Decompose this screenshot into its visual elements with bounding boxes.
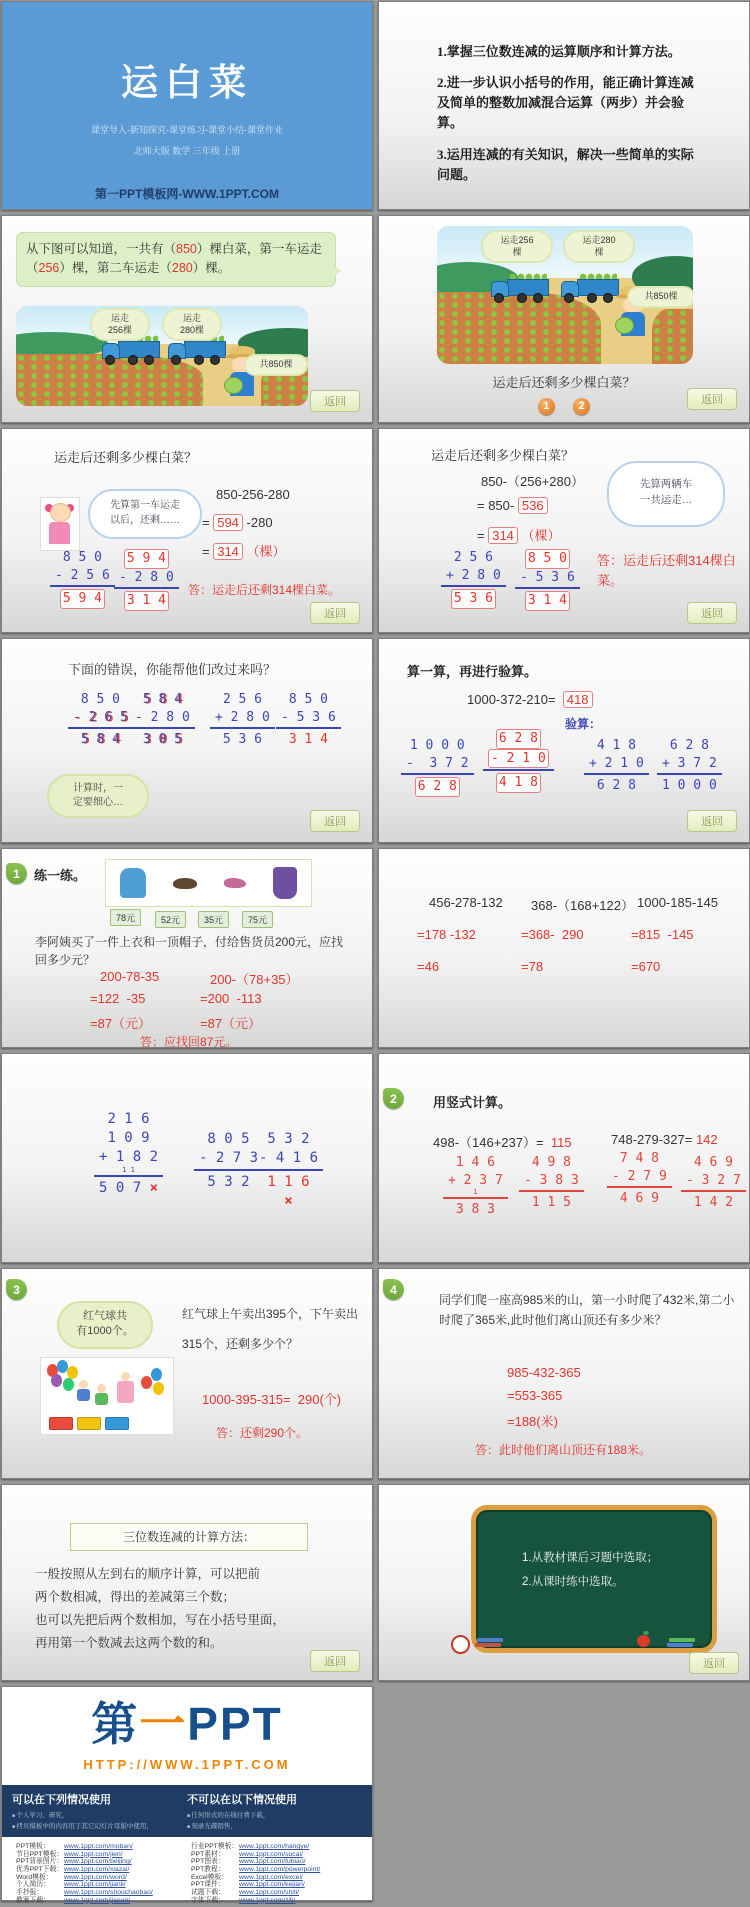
total-label-cloud: 共850棵 [627, 286, 693, 308]
reminder-cloud: 计算时，一 定要细心… [47, 774, 149, 818]
lesson-meta: 北师大版 数学 三年级 上册 [133, 146, 241, 156]
site-url[interactable]: HTTP://WWW.1PPT.COM [83, 1757, 291, 1772]
link-url[interactable]: www.1ppt.com/shouchaobao/ [64, 1889, 153, 1897]
back-button[interactable]: 返回 [687, 602, 737, 624]
left-column [1, 1, 373, 1906]
lesson-subtitle: 课堂导入-新知探究-课堂练习-课堂小结-课堂作业 [91, 125, 283, 135]
slide-number-badge: 3 [6, 1279, 27, 1300]
solution-b-1: 200-（78+35） [210, 972, 299, 987]
crate [105, 1417, 129, 1430]
truck-icon [489, 276, 549, 303]
balloon-total-cloud: 红气球共 有1000个。 [57, 1301, 153, 1349]
slide-practice-answers [378, 848, 750, 1048]
total-label-cloud: 共850棵 [244, 354, 308, 376]
link-label: 行业PPT模板： [191, 1843, 239, 1850]
question-text: 运走后还剩多少棵白菜？ [492, 375, 636, 390]
objective-item: 2.进一步认识小括号的作用，能正确计算连减及简单的整数加减混合运算（两步）并会验算。 [437, 75, 694, 131]
expression-3: = 314 （棵） [202, 544, 286, 559]
answer-text: 答：运走后还剩314棵白菜。 [188, 583, 341, 597]
back-button[interactable]: 返回 [310, 1650, 360, 1672]
skirt-icon [273, 867, 297, 899]
work-line: =178 -132 [417, 927, 476, 942]
summary-box-title: 三位数连减的计算方法： [70, 1523, 308, 1551]
back-button[interactable]: 返回 [310, 810, 360, 832]
vertical-calc: 8 5 0 - 2 5 6 5 9 4 [50, 549, 115, 609]
vertical-calc: 8 5 0 - 5 3 6 3 1 4 [276, 691, 341, 749]
objective-item: 1.掌握三位数连减的运算顺序和计算方法。 [437, 44, 681, 59]
link-url[interactable]: www.1ppt.com/excel/ [239, 1873, 303, 1881]
vertical-calc: 1 0 0 0 - 3 7 2 6 2 8 [401, 737, 474, 797]
site-logo: 第一PPT [91, 1698, 283, 1750]
back-button[interactable]: 返回 [310, 390, 360, 412]
vertical-calc: 6 2 8 - 2 1 0 4 1 8 [483, 729, 554, 793]
step-2-button[interactable]: 2 [573, 398, 590, 415]
exercise-header: 456-278-132 [429, 895, 503, 910]
truck2-count: 280 [171, 261, 193, 276]
slide-balloons [1, 1268, 373, 1479]
slide-number-badge: 2 [383, 1088, 404, 1109]
price-tag: 78元 [110, 909, 141, 926]
question-title: 运走后还剩多少棵白菜？ [54, 450, 198, 465]
mistakes-title: 下面的错误，你能帮他们改过来吗？ [68, 662, 277, 677]
carry-digits: 1 [473, 1188, 478, 1197]
slide-intro [1, 215, 373, 423]
link-label: PPT素材： [191, 1850, 225, 1858]
slide-column-computation [378, 1053, 750, 1263]
check-label: 验算： [565, 717, 602, 731]
thought-cloud: 先算第一车运走 以后，还剩…… [88, 489, 202, 539]
link-url[interactable]: www.1ppt.com/jiaoan/ [64, 1896, 131, 1904]
truck1-label-cloud: 运走 256棵 [90, 308, 150, 341]
slide-method-1 [1, 428, 373, 633]
link-label: 节日PPT模板： [16, 1850, 64, 1858]
back-button[interactable]: 返回 [687, 388, 737, 410]
slide-question [378, 215, 750, 423]
equation: 1000-372-210= 418 [467, 691, 593, 708]
link-label: PPT教程： [191, 1866, 225, 1874]
link-url[interactable]: www.1ppt.com/shiti/ [239, 1889, 300, 1897]
apple-icon [637, 1635, 650, 1647]
work-line: =815 -145 [631, 927, 694, 942]
usage-item: ■ 个人学习、研究， [12, 1810, 187, 1819]
question-title: 运走后还剩多少棵白菜？ [431, 448, 575, 463]
solution-b-3: =87（元） [200, 1016, 262, 1031]
link-url[interactable]: www.1ppt.com/hangye/ [239, 1843, 310, 1850]
step-1-button[interactable]: 1 [538, 398, 555, 415]
thought-cloud: 先算两辆车 一共运走… [607, 461, 725, 527]
allowed-uses: 可以在下列情况使用 ■ 个人学习、研究， ■ 拷贝模板中的内容用于其它幻灯片母版中使用， [12, 1791, 187, 1831]
usage-terms-band [2, 1785, 372, 1837]
slide-practice-1 [1, 848, 373, 1048]
exercise-header: 368-（168+122） [531, 898, 634, 913]
vertical-calc: 4 6 9 - 3 2 7 1 4 2 [681, 1154, 746, 1212]
balloon-icon [141, 1376, 152, 1389]
footer-link-row [16, 1881, 191, 1889]
problem-line-1: 红气球上午卖出395个，下午卖出 [182, 1307, 359, 1321]
price-tag: 75元 [242, 911, 273, 928]
vertical-calc: 1 4 6 + 2 3 7 1 3 8 3 [443, 1154, 508, 1219]
balloon-icon [51, 1374, 62, 1387]
vertical-calc: 6 2 8 + 3 7 2 1 0 0 0 [657, 737, 722, 795]
practice-title: 练一练。 [34, 868, 87, 883]
slide-vertical-check [1, 1053, 373, 1263]
site-footer-card [1, 1686, 373, 1904]
cabbage-icon [224, 377, 243, 394]
back-button[interactable]: 返回 [310, 602, 360, 624]
problem-text: 同学们爬一座高985米的山，第一小时爬了432米,第二小时爬了365米,此时他们离山顶还有多少米？ [439, 1293, 735, 1327]
link-url[interactable]: www.1ppt.com/jianli/ [64, 1881, 126, 1889]
solution-b-2: =200 -113 [200, 991, 262, 1006]
alarm-clock-icon [451, 1635, 470, 1654]
problem-line-2: 315个，还剩多少个？ [182, 1337, 299, 1351]
back-button[interactable]: 返回 [689, 1652, 739, 1674]
verify-title: 算一算，再进行验算。 [407, 664, 538, 679]
link-url[interactable]: www.1ppt.com/tubiao/ [239, 1858, 306, 1866]
link-label: PPT图表： [191, 1858, 225, 1866]
solution-a-3: =87（元） [90, 1016, 152, 1031]
vertical-calc: 2 5 6 + 2 8 0 5 3 6 [441, 549, 506, 609]
vertical-calc: 5 3 2 - 4 1 6 1 1 6 × [254, 1130, 323, 1211]
link-label: 试题下载： [191, 1889, 225, 1897]
equation-text: 1000-395-315= 290(个) [202, 1392, 342, 1407]
result-line: =670 [631, 959, 661, 974]
result-line: =46 [417, 959, 440, 974]
link-label: 个人简历： [16, 1881, 50, 1889]
slide-verify [378, 638, 750, 843]
wrong-mark: × [284, 1192, 293, 1209]
farm-scene [16, 306, 308, 406]
book-icon [669, 1638, 695, 1642]
clothes-strip [105, 859, 312, 907]
footer-link-row [191, 1897, 366, 1905]
expression-1: 850-（256+280） [481, 474, 584, 489]
link-label: 教案下载： [16, 1896, 50, 1904]
link-label: PPT模板： [16, 1843, 50, 1850]
exercise-header: 1000-185-145 [637, 895, 718, 910]
truck1-label-cloud: 运走256 棵 [481, 230, 553, 263]
shoe-icon [224, 878, 246, 888]
jacket-icon [120, 868, 146, 898]
usage-item: ■ 拷贝模板中的内容用于其它幻灯片母版中使用， [12, 1821, 187, 1830]
price-tag: 52元 [155, 911, 186, 928]
truck2-label-cloud: 运走 280棵 [162, 308, 222, 341]
equation-2: 748-279-327= 142 [611, 1132, 718, 1147]
vertical-calc: 8 0 5 - 2 7 3 5 3 2 [194, 1130, 263, 1192]
footer-link-row [191, 1889, 366, 1897]
link-label: 字体下载： [191, 1896, 225, 1904]
result-line: =78 [521, 959, 544, 974]
link-label: PPT背景图片： [16, 1858, 64, 1866]
crate [77, 1417, 101, 1430]
truck2-label-cloud: 运走280 棵 [563, 230, 635, 263]
footer-link-row [191, 1881, 366, 1889]
link-url[interactable]: www.1ppt.com/jieri/ [64, 1850, 123, 1858]
link-url[interactable]: www.1ppt.com/sucai/ [239, 1850, 303, 1858]
girl-avatar [40, 497, 80, 551]
book-icon [477, 1638, 503, 1642]
vertical-calc: 5 8 4 - 2 8 0 3 0 5 [130, 691, 195, 749]
expression-3: = 314 （棵） [477, 528, 561, 543]
book-icon [475, 1643, 501, 1647]
truck-icon [559, 276, 619, 303]
footer-link-row [191, 1866, 366, 1874]
back-button[interactable]: 返回 [687, 810, 737, 832]
site-watermark: 第一PPT模板网-WWW.1PPT.COM [95, 187, 279, 201]
slide-number-badge: 1 [6, 863, 27, 884]
carry-digits: 1 1 [122, 1165, 135, 1174]
truck-icon [166, 338, 226, 365]
apple-leaf [643, 1631, 649, 1635]
link-url[interactable]: www.1ppt.com/powerpoint/ [239, 1866, 321, 1874]
work-line: 985-432-365 [507, 1365, 581, 1380]
footer-link-row [191, 1858, 366, 1866]
book-icon [667, 1643, 693, 1647]
problem-text: 李阿姨买了一件上衣和一顶帽子，付给售货员200元，应找回多少元？ [35, 935, 344, 967]
expression-2: = 850- 536 [477, 497, 548, 514]
work-line: =368- 290 [521, 927, 584, 942]
equation-1: 498-（146+237）= 115 [433, 1135, 572, 1150]
task-title: 用竖式计算。 [433, 1095, 512, 1110]
balloon-stall-picture [40, 1357, 174, 1435]
answer-text: 答：应找回87元。 [140, 1035, 238, 1048]
vertical-calc: 4 9 8 - 3 8 3 1 1 5 [519, 1154, 584, 1212]
link-url[interactable]: www.1ppt.com/xiazai/ [64, 1866, 130, 1874]
link-label: Excel模板： [191, 1873, 229, 1881]
objectives-list [437, 42, 702, 196]
footer-link-row [16, 1889, 191, 1897]
slide-method-2 [378, 428, 750, 633]
balloon-icon [153, 1382, 164, 1395]
expression-2: = 594 -280 [202, 515, 273, 530]
link-url[interactable]: www.1ppt.com/beijing/ [64, 1858, 132, 1866]
homework-options: 1.从教材课后习题中选取； 2.从课时练中选取。 [522, 1552, 659, 1588]
slide-number-badge: 4 [383, 1279, 404, 1300]
right-column [378, 1, 750, 1906]
link-label: PPT课件： [191, 1881, 225, 1889]
footer-link-row [16, 1858, 191, 1866]
farm-scene [437, 226, 693, 364]
slide-summary [1, 1484, 373, 1681]
footer-link-row [191, 1843, 366, 1851]
child-figure [97, 1384, 106, 1393]
solution-a-2: =122 -35 [90, 991, 146, 1006]
vertical-calc: 8 5 0 - 5 3 6 3 1 4 [515, 549, 580, 611]
solution-a-1: 200-78-35 [100, 969, 160, 984]
hat-icon [173, 878, 197, 889]
link-url[interactable]: www.1ppt.com/ziti/ [239, 1896, 296, 1904]
answer-text: 答：此时他们离山顶还有188米。 [475, 1443, 652, 1457]
summary-paragraph: 一般按照从左到右的顺序计算，可以把前 两个数相减，得出的差减第三个数； 也可以先把后两个数相加，写在小括号里面， 再用第一个数减去这两个数的和。 [35, 1567, 286, 1650]
blackboard [471, 1505, 717, 1653]
slide-mistakes [1, 638, 373, 843]
slide-title [1, 1, 373, 210]
work-line: =188(米) [507, 1414, 558, 1429]
expression-1: 850-256-280 [216, 487, 290, 502]
footer-link-row [16, 1843, 191, 1851]
usage-item: ■ 任何形式的在线付费下载， [187, 1810, 362, 1819]
lesson-title: 运白菜 [121, 62, 253, 103]
usage-item: ■ 刻录光碟销售， [187, 1821, 362, 1830]
wrong-mark: × [149, 1179, 159, 1196]
total-count: 850 [176, 242, 197, 256]
slide-mountain [378, 1268, 750, 1479]
seller-figure [121, 1372, 130, 1381]
answer-text: 答：运走后还剩314棵白菜。 [597, 553, 736, 588]
vertical-calc: 2 1 6 1 0 9 + 1 8 2 1 1 5 0 7 × [94, 1110, 163, 1198]
cabbage-icon [615, 317, 634, 334]
link-url[interactable]: www.1ppt.com/moban/ [64, 1843, 133, 1850]
slide-objectives [378, 1, 750, 210]
link-label: 手抄报： [16, 1889, 44, 1897]
bubble-text: 从下图可以知道，一共有（ [26, 242, 177, 256]
cabbage-field [652, 309, 693, 364]
forbidden-uses: 不可以在以下情况使用 ■ 任何形式的在线付费下载， ■ 刻录光碟销售， [187, 1791, 362, 1831]
crate [49, 1417, 73, 1430]
work-line: =553-365 [507, 1388, 563, 1403]
vertical-calc: 8 5 0 - 2 6 5 5 8 4 [68, 691, 133, 749]
footer-links [2, 1839, 372, 1904]
link-label: Word模板： [16, 1873, 53, 1881]
vertical-calc: 4 1 8 + 2 1 0 6 2 8 [584, 737, 649, 795]
slide-homework [378, 1484, 750, 1681]
intro-speech-bubble: 从下图可以知道，一共有（850）棵白菜，第一车运走（256）棵，第二车运走（280）棵。 [16, 232, 336, 287]
vertical-calc: 7 4 8 - 2 7 9 4 6 9 [607, 1150, 672, 1208]
objective-item: 3.运用连减的有关知识，解决一些简单的实际问题。 [437, 146, 694, 182]
link-url[interactable]: www.1ppt.com/word/ [64, 1873, 127, 1881]
link-label: 优秀PPT下载： [16, 1866, 64, 1874]
footer-link-row [16, 1866, 191, 1874]
vertical-calc: 2 5 6 + 2 8 0 5 3 6 [210, 691, 275, 749]
child-figure [79, 1380, 88, 1389]
balloon-icon [151, 1368, 162, 1381]
link-url[interactable]: www.1ppt.com/kejian/ [239, 1881, 305, 1889]
vertical-calc: 5 9 4 - 2 8 0 3 1 4 [114, 549, 179, 611]
cabbage-field [437, 292, 601, 364]
balloon-icon [63, 1378, 74, 1391]
answer-text: 答：还剩290个。 [216, 1426, 309, 1440]
truck1-count: 256 [38, 261, 60, 276]
footer-link-row [16, 1897, 191, 1905]
price-tag: 35元 [198, 911, 229, 928]
logo-dash: 一 [139, 1698, 188, 1750]
truck-icon [100, 338, 160, 365]
